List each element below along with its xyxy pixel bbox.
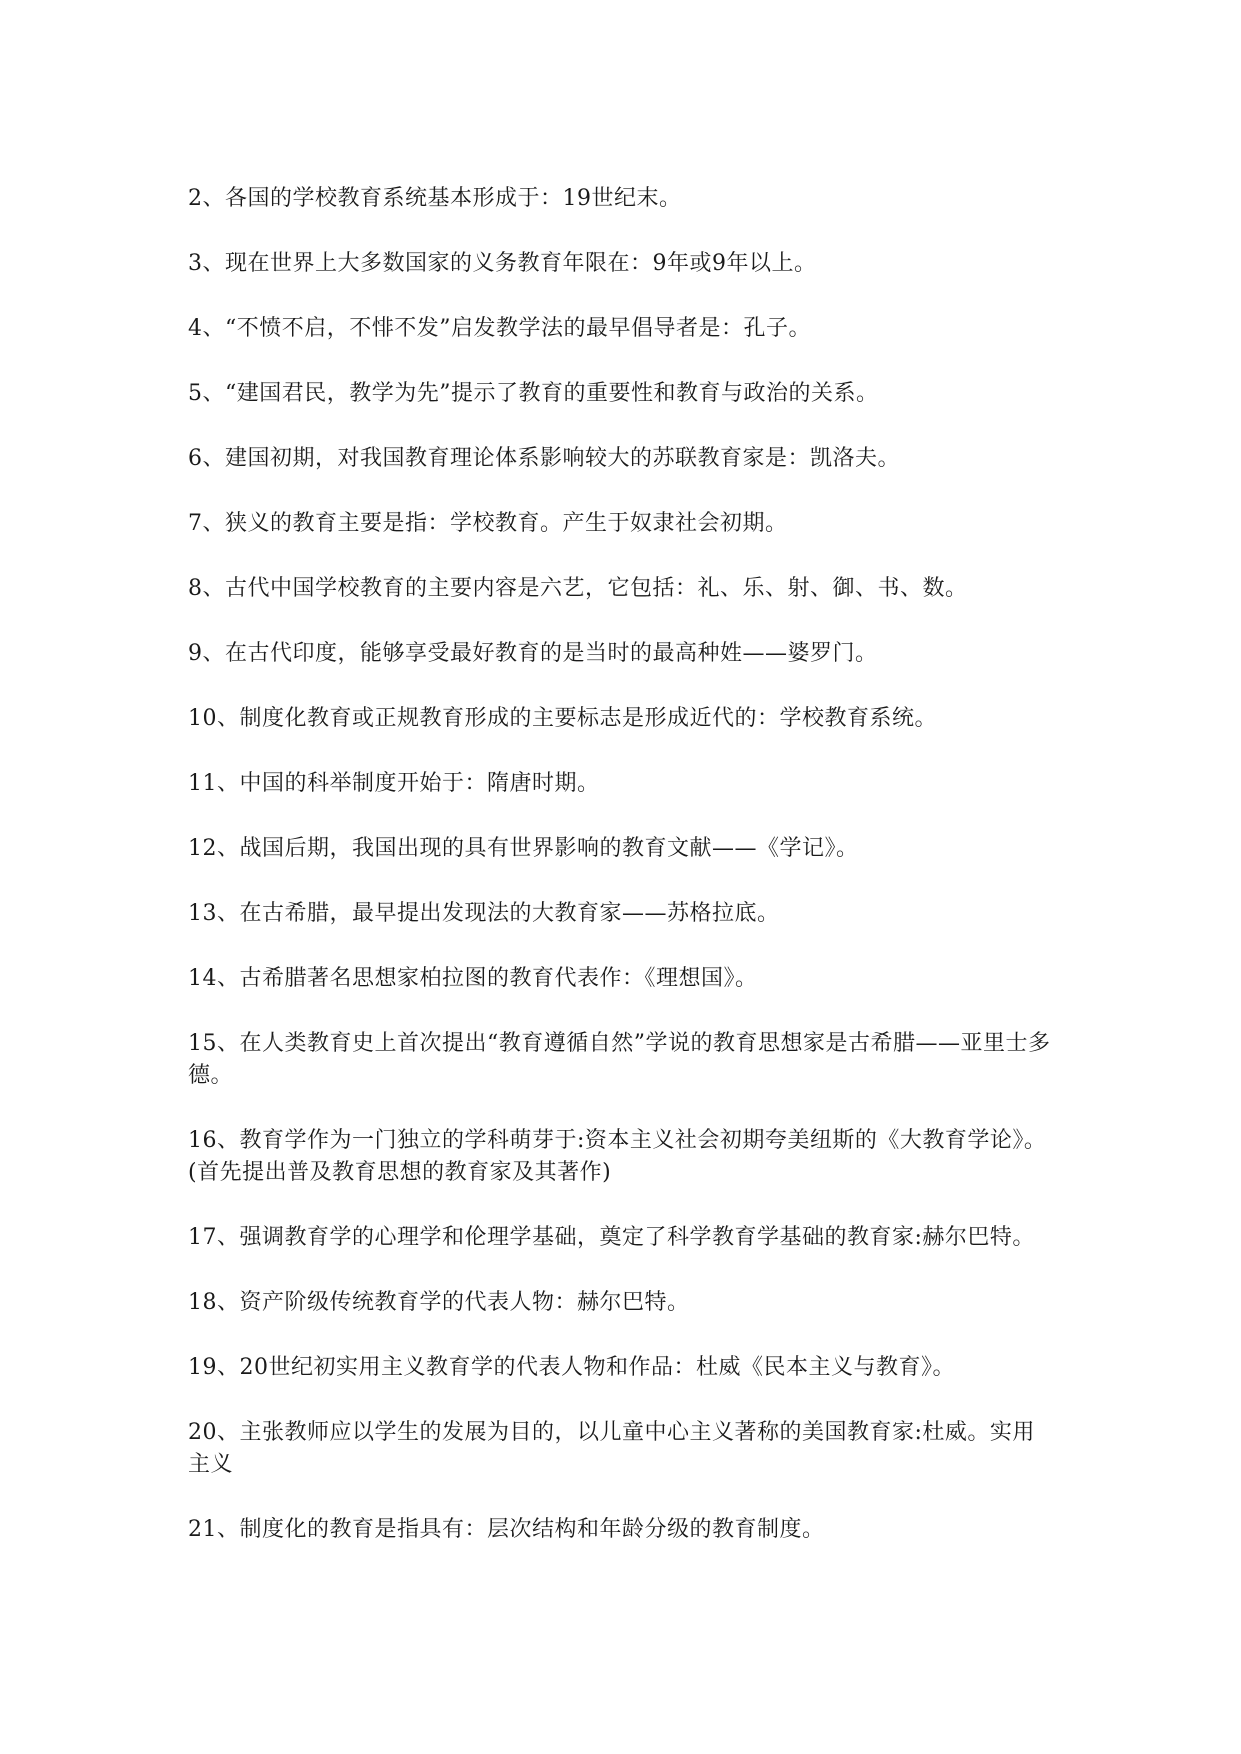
- list-item: 13、在古希腊，最早提出发现法的大教育家——苏格拉底。: [188, 901, 780, 926]
- list-item: 21、制度化的教育是指具有：层次结构和年龄分级的教育制度。: [188, 1517, 825, 1542]
- list-item: 18、资产阶级传统教育学的代表人物：赫尔巴特。: [188, 1290, 690, 1315]
- list-item: 16、教育学作为一门独立的学科萌芽于:资本主义社会初期夸美纽斯的《大教育学论》。(首先提出普及教育思想的教育家及其著作): [188, 1128, 1047, 1185]
- list-item: 11、中国的科举制度开始于：隋唐时期。: [188, 771, 600, 796]
- list-item: 2、各国的学校教育系统基本形成于：19世纪末。: [188, 186, 682, 211]
- list-item: 14、古希腊著名思想家柏拉图的教育代表作：《理想国》。: [188, 966, 758, 991]
- list-item: 4、“不愤不启，不悱不发”启发教学法的最早倡导者是：孔子。: [188, 316, 811, 341]
- list-item: 12、战国后期，我国出现的具有世界影响的教育文献——《学记》。: [188, 836, 859, 861]
- list-item: 9、在古代印度，能够享受最好教育的是当时的最高种姓——婆罗门。: [188, 641, 878, 666]
- list-item: 17、强调教育学的心理学和伦理学基础，奠定了科学教育学基础的教育家:赫尔巴特。: [188, 1225, 1035, 1250]
- list-item: 3、现在世界上大多数国家的义务教育年限在：9年或9年以上。: [188, 251, 817, 276]
- list-item: 10、制度化教育或正规教育形成的主要标志是形成近代的：学校教育系统。: [188, 706, 937, 731]
- document-body: [188, 183, 1056, 1579]
- list-item: 7、狭义的教育主要是指：学校教育。产生于奴隶社会初期。: [188, 511, 788, 536]
- list-item: 6、建国初期，对我国教育理论体系影响较大的苏联教育家是：凯洛夫。: [188, 446, 900, 471]
- list-item: 15、在人类教育史上首次提出“教育遵循自然”学说的教育思想家是古希腊——亚里士多德。: [188, 1031, 1051, 1088]
- list-item: 20、主张教师应以学生的发展为目的，以儿童中心主义著称的美国教育家:杜威。实用主义: [188, 1420, 1035, 1477]
- list-item: 8、古代中国学校教育的主要内容是六艺，它包括：礼、乐、射、御、书、数。: [188, 576, 968, 601]
- list-item: 19、20世纪初实用主义教育学的代表人物和作品：杜威《民本主义与教育》。: [188, 1355, 955, 1380]
- list-item: 5、“建国君民，教学为先”提示了教育的重要性和教育与政治的关系。: [188, 381, 879, 406]
